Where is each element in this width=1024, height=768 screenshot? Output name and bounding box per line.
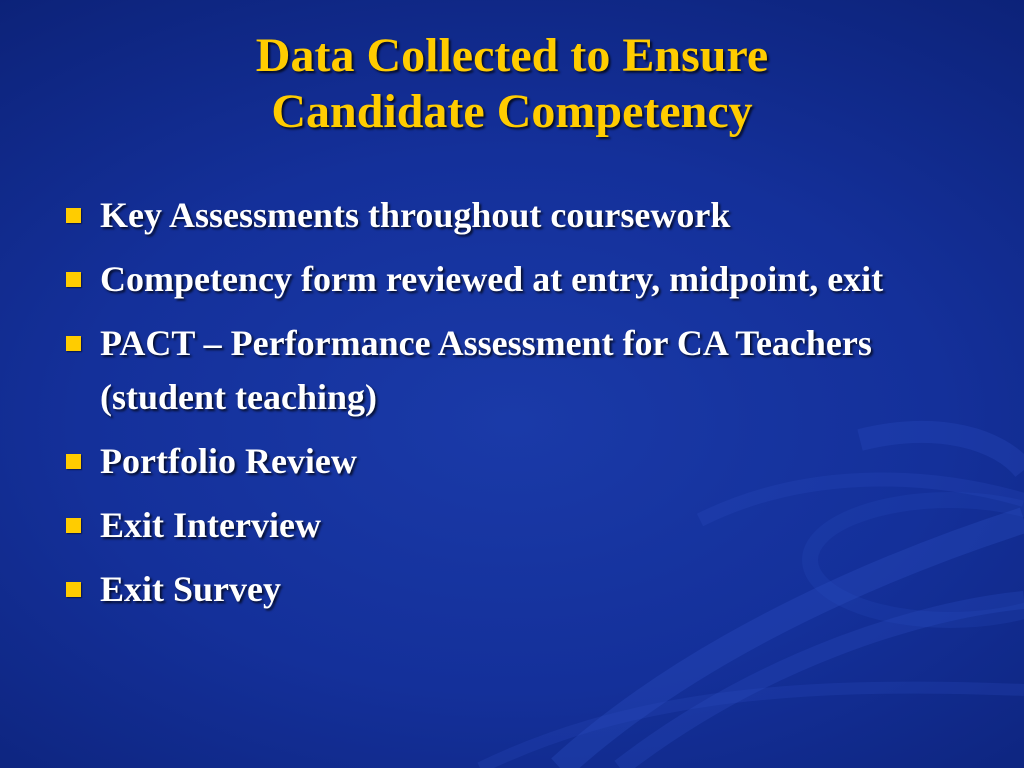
- square-bullet-icon: [66, 518, 81, 533]
- square-bullet-icon: [66, 208, 81, 223]
- bullet-item: [62, 188, 962, 242]
- bullet-item: [62, 252, 962, 306]
- bullet-item: [62, 316, 962, 424]
- bullet-text: Exit Interview: [100, 505, 321, 545]
- bullet-text: Key Assessments throughout coursework: [100, 195, 731, 235]
- square-bullet-icon: [66, 272, 81, 287]
- bullet-item: [62, 498, 962, 552]
- bullet-text: PACT – Performance Assessment for CA Teachers (student teaching): [100, 323, 872, 417]
- square-bullet-icon: [66, 454, 81, 469]
- square-bullet-icon: [66, 582, 81, 597]
- square-bullet-icon: [66, 336, 81, 351]
- title-line-1: Data Collected to Ensure: [255, 29, 769, 82]
- bullet-text: Exit Survey: [100, 569, 282, 609]
- bullet-text: Portfolio Review: [100, 441, 357, 481]
- bullet-item: [62, 434, 962, 488]
- bullet-item: [62, 562, 962, 616]
- bullet-list: [62, 188, 962, 626]
- slide-title: [0, 28, 1024, 140]
- bullet-text: Competency form reviewed at entry, midpoint, exit: [100, 259, 884, 299]
- title-line-2: Candidate Competency: [271, 85, 753, 138]
